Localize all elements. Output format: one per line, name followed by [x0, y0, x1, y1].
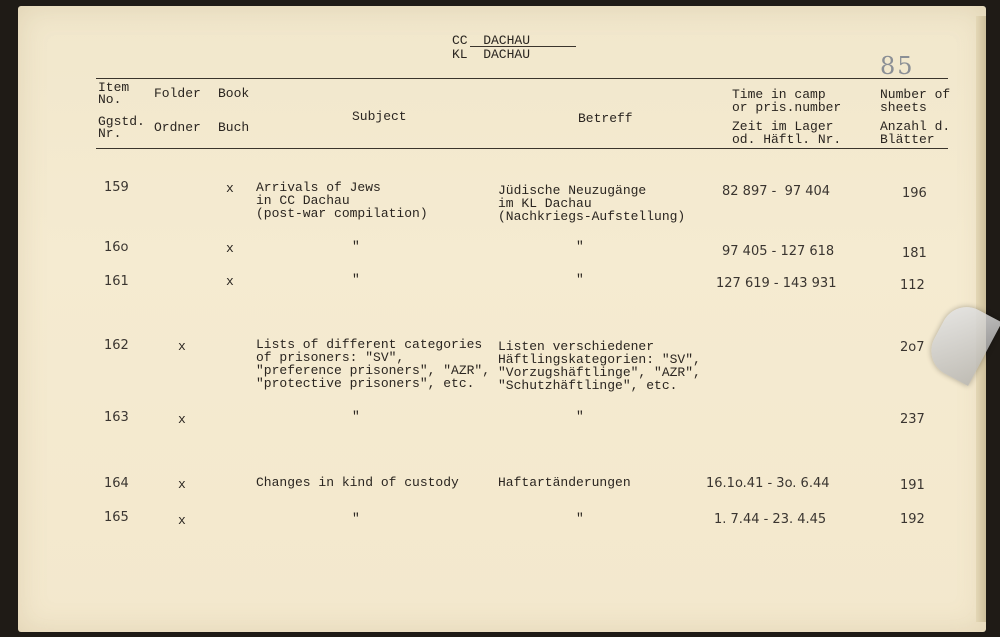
sheet-count: 192 — [900, 512, 925, 527]
subject-text: " — [352, 409, 360, 424]
subject-text: Changes in kind of custody — [256, 475, 459, 490]
header-ordner: Ordner — [154, 120, 201, 135]
time-range: 127 619 - 143 931 — [716, 276, 837, 291]
betreff-text: Jüdische Neuzugänge im KL Dachau (Nachkriegs-Aufstellung) — [498, 183, 686, 224]
header-zeit: Zeit im Lager od. Häftl. Nr. — [732, 119, 842, 147]
item-number: 16o — [104, 240, 129, 255]
item-number: 159 — [104, 180, 129, 195]
header-bottom-rule — [96, 148, 948, 149]
time-range: 97 405 - 127 618 — [722, 244, 835, 259]
sheet-count: 191 — [900, 478, 925, 493]
betreff-text: " — [576, 511, 584, 526]
betreff-text: Listen verschiedener Häftlingskategorien: "SV", "Vorzugshäftlinge", "AZR", "Schutzhäftlinge", etc. — [498, 339, 701, 393]
item-number: 163 — [104, 410, 129, 425]
header-buch: Buch — [218, 120, 250, 135]
betreff-text: " — [576, 272, 584, 287]
betreff-text: " — [576, 239, 584, 254]
sheet-count: 237 — [900, 412, 925, 427]
book-mark: x — [226, 181, 234, 196]
header-ggstd: Ggstd. Nr. — [98, 114, 145, 141]
camp-title-line1: CC DACHAU — [452, 33, 531, 48]
time-range: 82 897 - 97 404 — [722, 184, 831, 199]
betreff-text: " — [576, 409, 584, 424]
book-mark: x — [226, 274, 234, 289]
header-sheets: Number of sheets — [880, 87, 951, 115]
sheet-count: 181 — [902, 246, 927, 261]
folio-number: 85 — [880, 52, 915, 80]
time-range: 16.1o.41 - 3o. 6.44 — [706, 476, 830, 491]
header-item-no: Item No. — [98, 80, 130, 107]
header-anzahl: Anzahl d. Blätter — [880, 119, 951, 147]
paper-clip — [922, 298, 1000, 386]
betreff-text: Haftartänderungen — [498, 475, 631, 490]
sheet-count: 112 — [900, 278, 925, 293]
time-range: 1. 7.44 - 23. 4.45 — [714, 512, 827, 527]
folder-mark: x — [178, 412, 186, 427]
header-subject: Subject — [352, 109, 407, 124]
sheet-count: 2o7 — [900, 340, 925, 355]
header-time: Time in camp or pris.number — [732, 87, 842, 115]
header-top-rule — [96, 78, 948, 79]
item-number: 161 — [104, 274, 129, 289]
item-number: 165 — [104, 510, 129, 525]
header-book: Book — [218, 86, 250, 101]
folder-mark: x — [178, 477, 186, 492]
header-betreff: Betreff — [578, 111, 633, 126]
subject-text: Arrivals of Jews in CC Dachau (post-war compilation) — [256, 180, 428, 221]
book-mark: x — [226, 241, 234, 256]
item-number: 162 — [104, 338, 129, 353]
camp-title-line2: KL DACHAU — [452, 47, 531, 62]
header-folder: Folder — [154, 86, 201, 101]
subject-text: " — [352, 511, 360, 526]
subject-text: " — [352, 272, 360, 287]
archive-card — [18, 6, 986, 632]
folder-mark: x — [178, 513, 186, 528]
subject-text: " — [352, 239, 360, 254]
item-number: 164 — [104, 476, 129, 491]
sheet-count: 196 — [902, 186, 927, 201]
subject-text: Lists of different categories of prisoners: "SV", "preference prisoners", "AZR", "protective prisoners", etc. — [256, 337, 491, 391]
folder-mark: x — [178, 339, 186, 354]
